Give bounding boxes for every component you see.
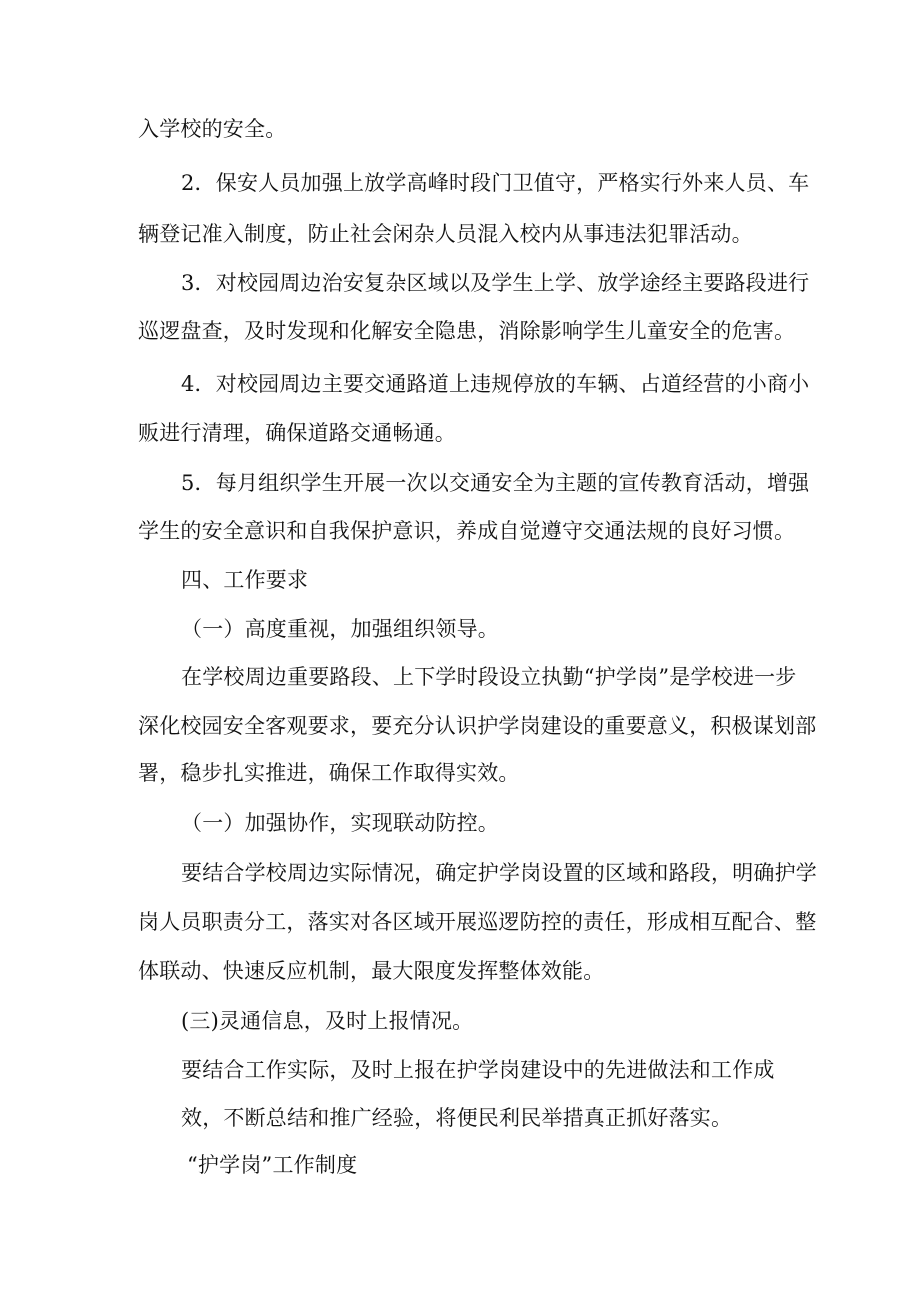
paragraph-line: 要结合学校周边实际情况，确定护学岗设置的区域和路段，明确护学 [181,861,817,885]
list-item-4: 4．对校园周边主要交通路道上违规停放的车辆、占道经营的小商小 [181,372,810,396]
subsection-heading: （一）加强协作，实现联动防控。 [181,811,499,835]
section-heading: 四、工作要求 [181,568,309,592]
text-line: 学生的安全意识和自我保护意识，养成自觉遵守交通法规的良好习惯。 [138,519,796,543]
text-line: 署，稳步扎实推进，确保工作取得实效。 [138,761,520,785]
text-line: 贩进行清理，确保道路交通畅通。 [138,421,456,445]
text-line: 辆登记准入制度，防止社会闲杂人员混入校内从事违法犯罪活动。 [138,222,753,246]
list-item-3: 3．对校园周边治安复杂区域以及学生上学、放学途经主要路段进行 [181,271,810,295]
text-line: 岗人员职责分工，落实对各区域开展巡逻防控的责任，形成相互配合、整 [138,910,817,934]
paragraph-line: 要结合工作实际，及时上报在护学岗建设中的先进做法和工作成 [181,1058,775,1082]
text-line: 体联动、快速反应机制，最大限度发挥整体效能。 [138,959,605,983]
subsection-heading: （一）高度重视，加强组织领导。 [181,617,499,641]
paragraph-line: 在学校周边重要路段、上下学时段设立执勤“护学岗”是学校进一步 [181,665,797,689]
subsection-heading: (三)灵通信息，及时上报情况。 [181,1009,474,1033]
text-line: 深化校园安全客观要求，要充分认识护学岗建设的重要意义，积极谋划部 [138,714,817,738]
text-line: 巡逻盘查，及时发现和化解安全隐患，消除影响学生儿童安全的危害。 [138,319,796,343]
list-item-2: 2．保安人员加强上放学高峰时段门卫值守，严格实行外来人员、车 [181,171,810,195]
list-item-5: 5．每月组织学生开展一次以交通安全为主题的宣传教育活动，增强 [181,471,810,495]
text-line: 入学校的安全。 [138,117,287,141]
document-title: “护学岗”工作制度 [187,1153,358,1177]
text-line: 效，不断总结和推广经验，将便民利民举措真正抓好落实。 [181,1106,733,1130]
